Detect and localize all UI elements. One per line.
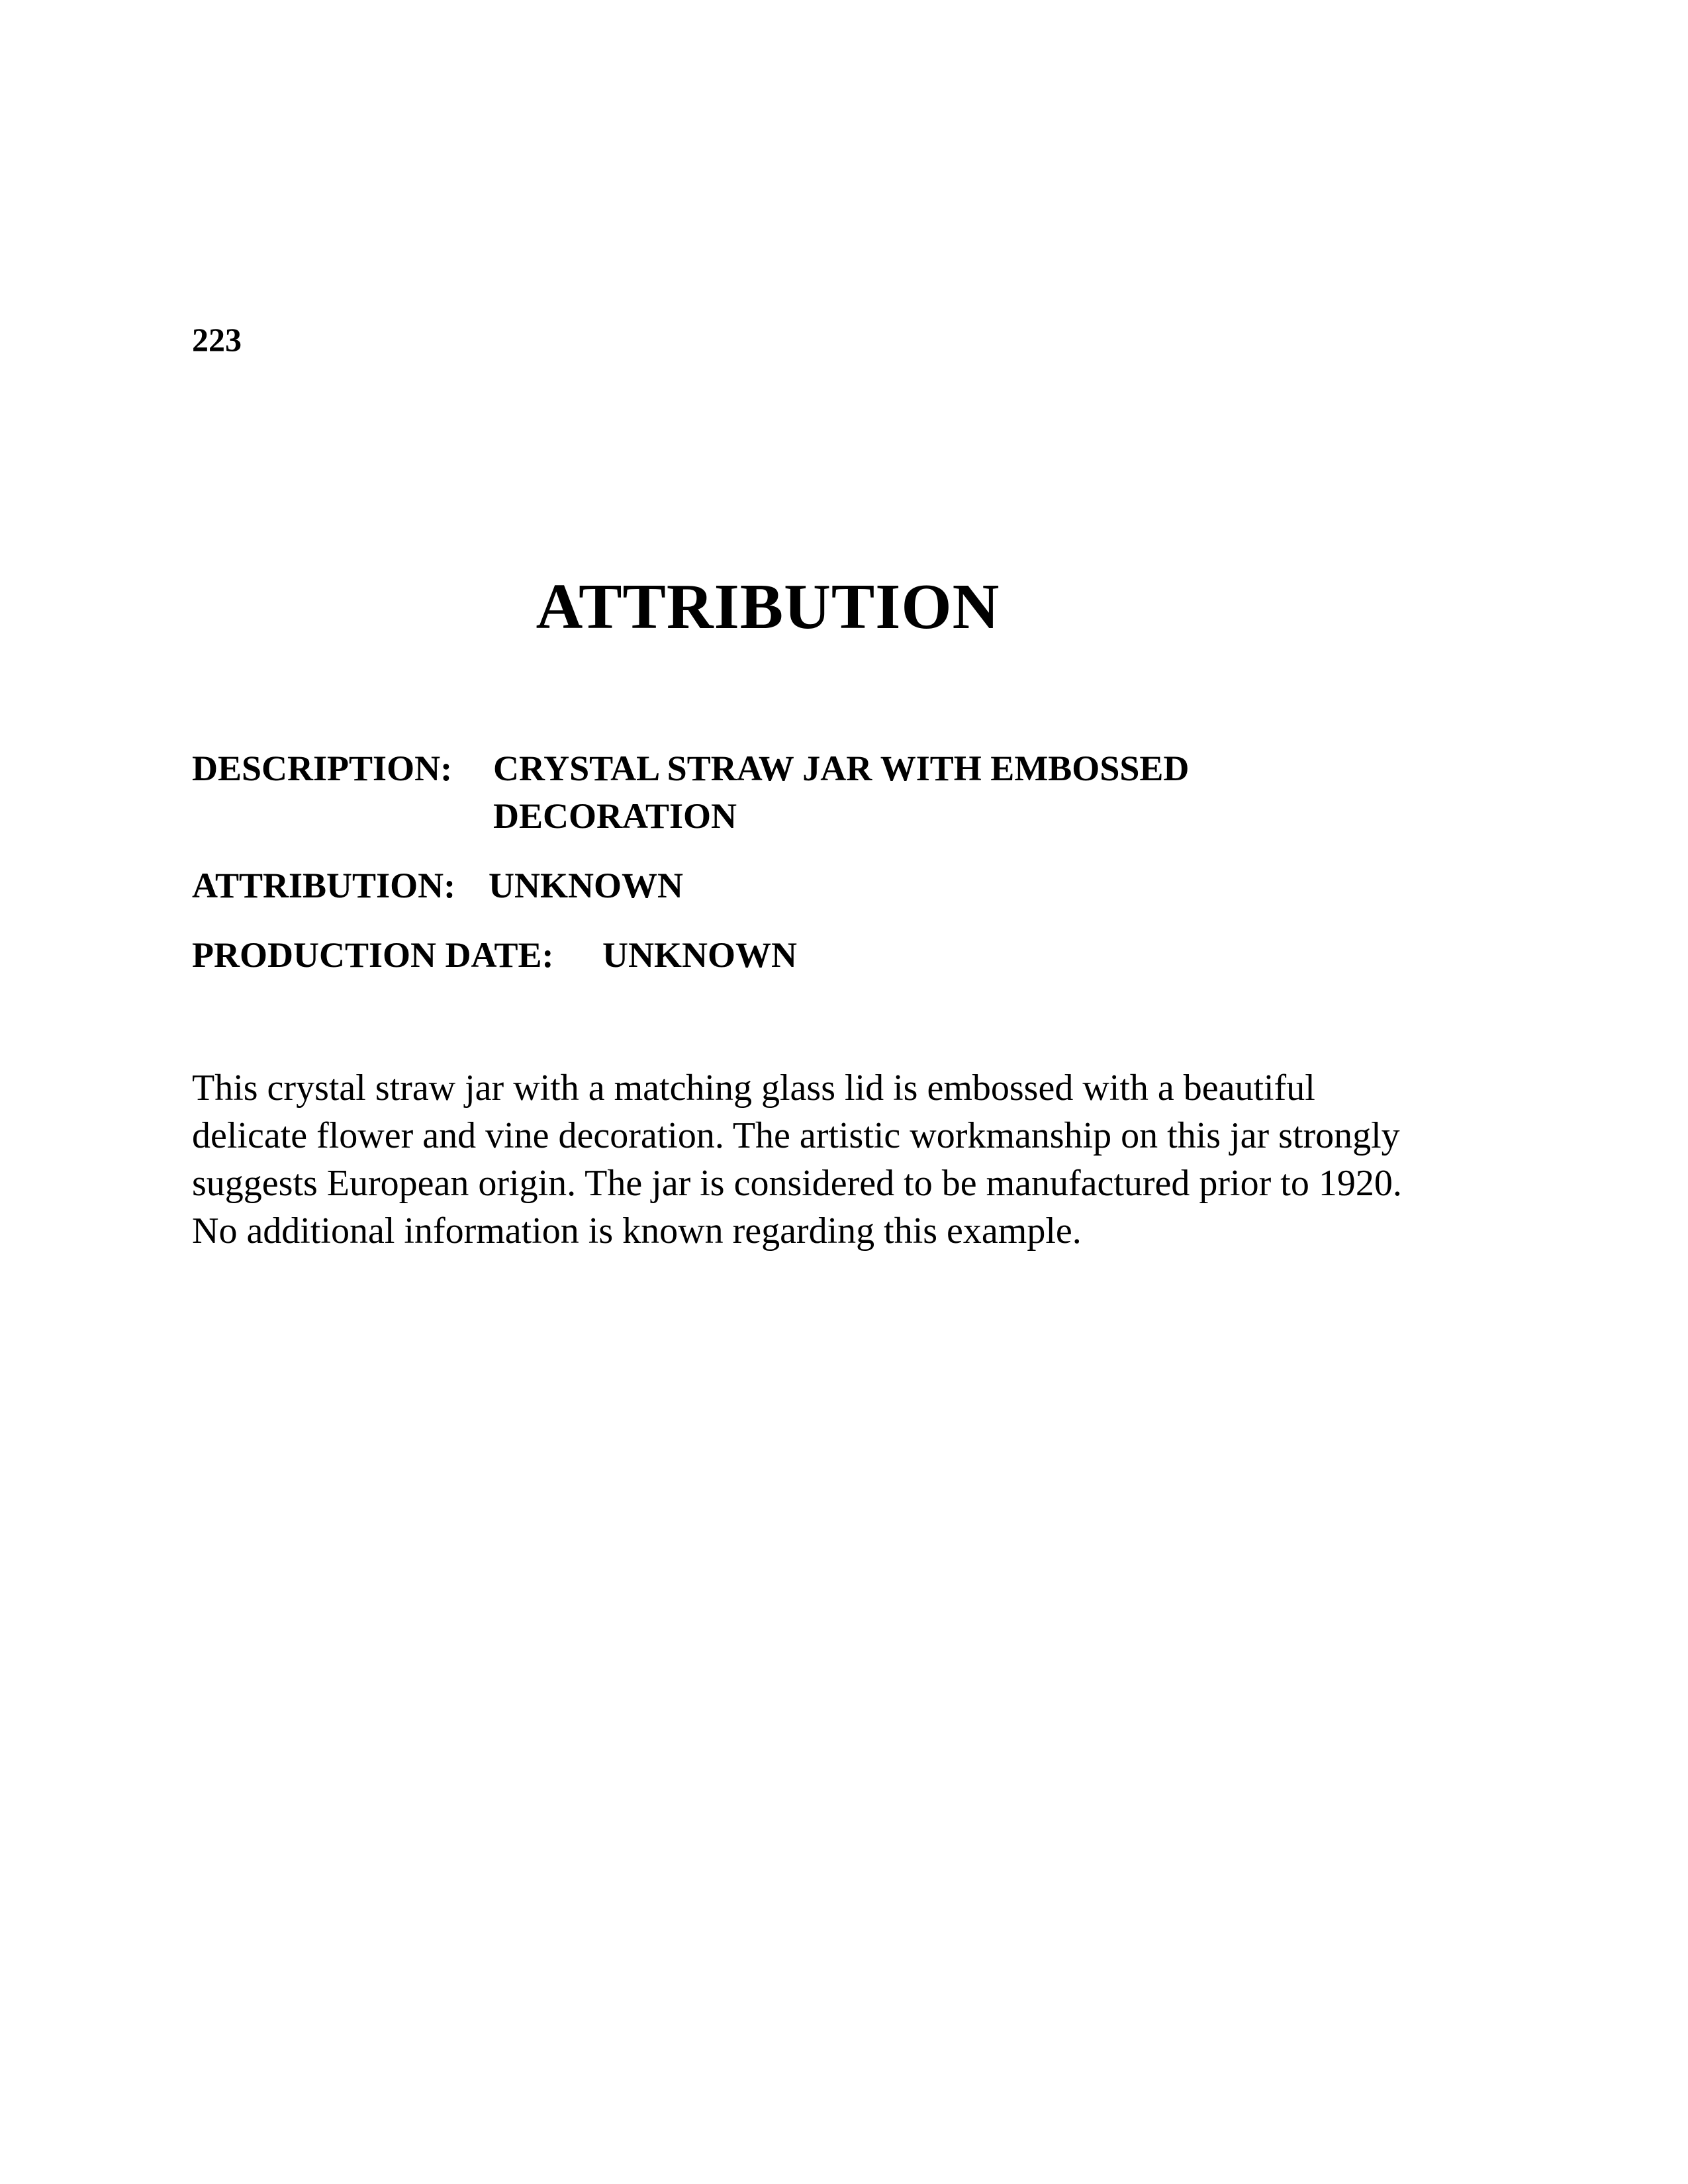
body-line: delicate flower and vine decoration. The artistic workmanship on this jar strongly [192,1115,1400,1156]
description-field [192,745,1354,840]
attribution-label: ATTRIBUTION: [192,866,456,905]
page-number: 223 [192,321,242,358]
production-date-label: PRODUCTION DATE: [192,935,554,975]
body-line: suggests European origin. The jar is considered to be manufactured prior to 1920. [192,1163,1402,1204]
body-line: No additional information is known regarding this example. [192,1210,1082,1251]
attribution-field [192,862,683,909]
body-line: This crystal straw jar with a matching glass lid is embossed with a beautiful [192,1068,1315,1109]
body-paragraph [192,1064,1489,1255]
attribution-value: UNKNOWN [489,866,683,905]
description-value: CRYSTAL STRAW JAR WITH EMBOSSED DECORATION [493,749,1190,836]
production-date-value: UNKNOWN [602,935,797,975]
production-date-field [192,931,797,979]
description-label: DESCRIPTION: [192,749,453,788]
page-title: ATTRIBUTION [536,571,1000,643]
